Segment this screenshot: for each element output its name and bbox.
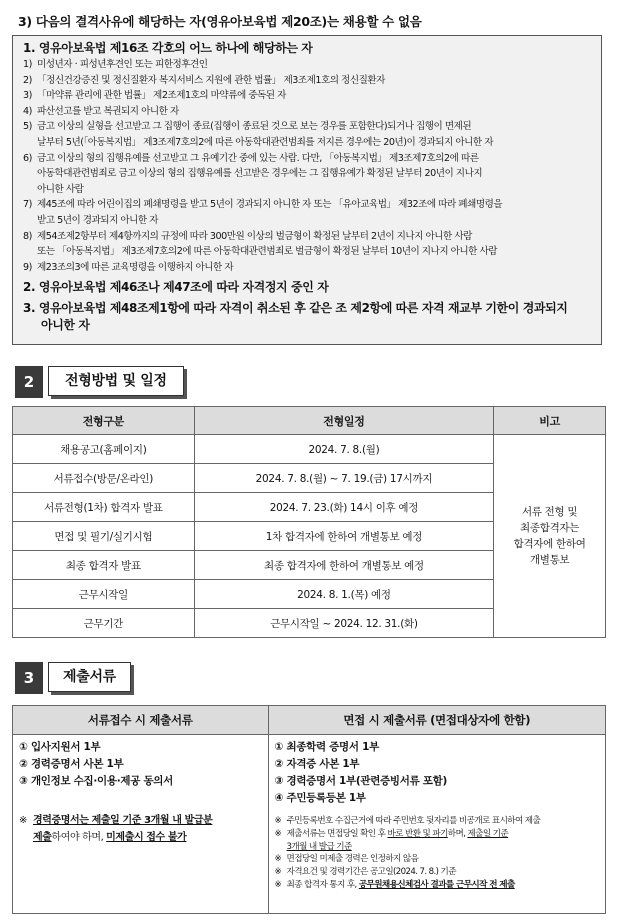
section-2-title: 전형방법 및 일정 [48,366,184,396]
schedule-row [13,435,606,464]
schedule-category: 서류전형(1차) 합격자 발표 [13,493,195,522]
schedule-category: 최종 합격자 발표 [13,551,195,580]
interview-note: ※ 자격요건 및 경력기간은 공고일(2024. 7. 8.) 기준 [274,867,456,878]
disq-heading-2: 2. 영유아보육법 제46조나 제47조에 따라 자격정지 중인 자 [23,280,329,295]
schedule-header-date: 전형일정 [194,407,493,435]
schedule-date: 최종 합격자에 한하여 개별통보 예정 [194,551,493,580]
doc-item: ① 최종학력 증명서 1부 [274,741,379,753]
docs-application-cell [13,735,269,914]
interview-notes [275,815,599,892]
disqualification-title: 3) 다음의 결격사유에 해당하는 자(영유아보육법 제20조)는 채용할 수 없음 [18,14,422,29]
disq-item: 1) 미성년자 · 피성년후견인 또는 피한정후견인 [23,59,208,70]
interview-note: ※ 면접당일 미제출 경력은 인정하지 않음 [274,854,419,865]
doc-item: ④ 주민등록등본 1부 [274,792,366,804]
disq-heading-1: 1. 영유아보육법 제16조 각호의 어느 하나에 해당하는 자 [23,41,313,55]
documents-table [12,705,606,914]
schedule-date: 근무시작일 ~ 2024. 12. 31.(화) [194,609,493,638]
disq-item: 2) 「정신건강증진 및 정신질환자 복지서비스 지원에 관한 법률」 제3조제1호의 정신질환자 [23,74,385,86]
section-3-number: 3 [15,662,43,694]
disq-item: 6) 금고 이상의 형의 집행유예를 선고받고 그 유예기간 중에 있는 사람. 다만, 「아동복지법」 제3조제7호의2에 따른 아동학대관련범죄로 금고 이상의 형의 집행유예를 선고받은 경우에는 그 집행유예가 확정된 날부터 20년이 지나지 아니한 사람 [23,152,483,195]
schedule-date: 2024. 7. 8.(월) ~ 7. 19.(금) 17시까지 [194,464,493,493]
schedule-date: 2024. 7. 23.(화) 14시 이후 예정 [194,493,493,522]
schedule-date: 1차 합격자에 한하여 개별통보 예정 [194,522,493,551]
doc-item: ② 경력증명서 사본 1부 [19,758,124,770]
schedule-date: 2024. 8. 1.(목) 예정 [194,580,493,609]
section-2-number: 2 [15,366,43,398]
section-3-title: 제출서류 [48,662,131,692]
docs-header-interview: 면접 시 제출서류 (면접대상자에 한함) [268,706,605,735]
disq-heading-3: 3. 영유아보육법 제48조제1항에 따라 자격이 취소된 후 같은 조 제2항에 따른 자격 재교부 기한이 경과되지 아니한 자 [23,301,568,333]
schedule-date: 2024. 7. 8.(월) [194,435,493,464]
schedule-category: 면접 및 필기/실기시험 [13,522,195,551]
doc-item: ③ 경력증명서 1부(관련증빙서류 포함) [274,775,447,787]
schedule-category: 근무시작일 [13,580,195,609]
schedule-category: 서류접수(방문/온라인) [13,464,195,493]
doc-item: ① 입사지원서 1부 [19,741,101,753]
disq-item: 8) 제54조제2항부터 제4항까지의 규정에 따라 300만원 이상의 벌금형이 확정된 날부터 2년이 지나지 아니한 사람 또는 「아동복지법」 제3조제7호의2에 따른 아동학대관련범죄로 벌금형이 확정된 날부터 10년이 지나지 아니한 사람 [23,230,498,258]
disq-item: 5) 금고 이상의 실형을 선고받고 그 집행이 종료(집행이 종료된 것으로 보는 경우를 포함한다)되거나 집행이 면제된 날부터 5년(「아동복지법」 제3조제7호의2에 따른 아동학대관련범죄를 저지른 경우에는 20년)이 경과되지 아니한 자 [23,121,493,148]
disq-item: 3) 「마약류 관리에 관한 법률」 제2조제1호의 마약류에 중독된 자 [23,90,286,102]
schedule-header-category: 전형구분 [13,407,195,435]
schedule-header-note: 비고 [494,407,606,435]
docs-header-application: 서류접수 시 제출서류 [13,706,269,735]
interview-note: ※ 최종 합격자 통지 후, 공무원채용신체검사 결과를 근무시작 전 제출 [274,879,515,890]
schedule-category: 근무기간 [13,609,195,638]
doc-item: ② 자격증 사본 1부 [274,758,360,770]
disq-item: 9) 제23조의3에 따른 교육명령을 이행하지 아니한 자 [23,261,234,273]
schedule-table [12,406,606,638]
application-note: ※ 경력증명서는 제출일 기준 3개월 내 발급분 제출하여야 하며, 미제출시 접수 불가 [19,815,213,843]
schedule-note: 서류 전형 및 최종합격자는 합격자에 한하여 개별통보 [494,435,606,638]
docs-interview-cell [268,735,605,914]
disqualification-box [12,35,602,345]
disq-item: 7) 제45조에 따라 어린이집의 폐쇄명령을 받고 5년이 경과되지 아니한 자 또는 「유아교육법」 제32조에 따라 폐쇄명령을 받고 5년이 경과되지 아니한 자 [23,199,503,226]
interview-note: ※ 주민등록번호 수집근거에 따라 주민번호 뒷자리를 비공개로 표시하여 제출 [274,816,541,826]
doc-item: ③ 개인정보 수집·이용·제공 동의서 [19,775,173,787]
schedule-category: 채용공고(홈페이지) [13,435,195,464]
interview-note: ※ 제출서류는 면접당일 확인 후 바로 반환 및 파기하며, 제출일 기준 3개월 내 발급 기준 [274,828,509,852]
disq-item: 4) 파산선고를 받고 복권되지 아니한 자 [23,105,179,117]
